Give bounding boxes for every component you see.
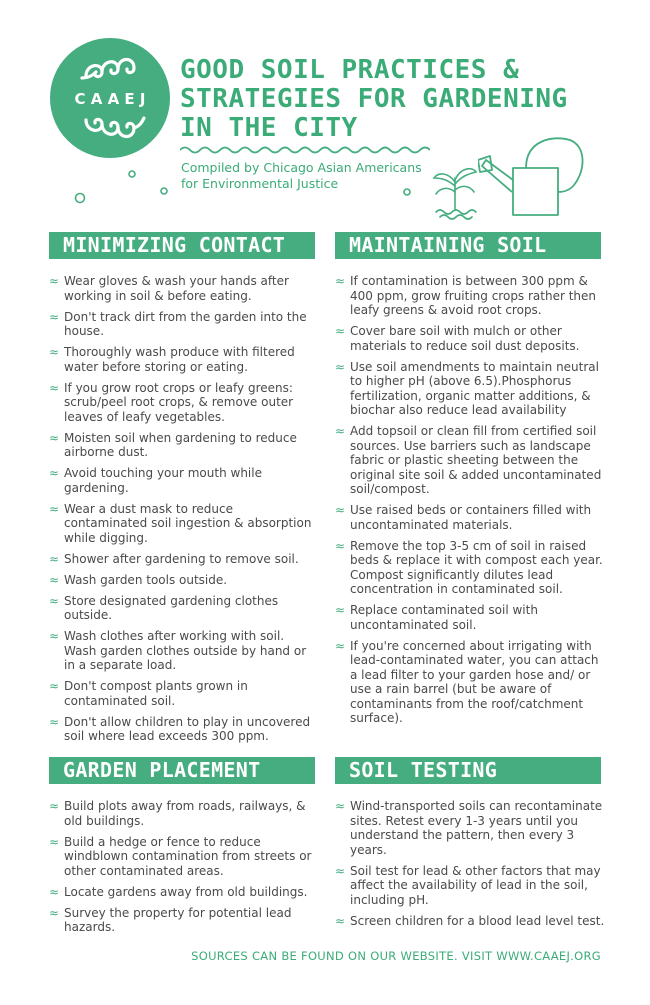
list-item <box>49 381 319 425</box>
title-line: IN THE CITY <box>180 113 358 143</box>
list-item <box>49 552 319 567</box>
list-item <box>49 345 319 374</box>
list-item-text: Build a hedge or fence to reduce windblown contamination from streets or other contaminated areas. <box>64 834 312 878</box>
list-item <box>335 360 605 418</box>
subtitle-line: Compiled by Chicago Asian Americans <box>181 160 422 175</box>
list-item-text: Locate gardens away from old buildings. <box>64 884 308 899</box>
list-item <box>49 906 319 935</box>
list-item <box>49 629 319 673</box>
list-item <box>49 431 319 460</box>
bullet-icon: ≈ <box>49 834 60 849</box>
list-item <box>335 539 605 597</box>
bullet-icon: ≈ <box>49 466 60 480</box>
bullet-icon: ≈ <box>49 380 60 395</box>
subtitle-line: for Environmental Justice <box>181 176 339 191</box>
soil-testing-list <box>335 799 605 935</box>
list-item <box>335 603 605 632</box>
bullet-icon: ≈ <box>335 359 346 374</box>
list-item <box>335 639 605 726</box>
list-item <box>335 864 605 908</box>
list-item-text: Avoid touching your mouth while gardening. <box>64 466 262 495</box>
garden-placement-list <box>49 799 319 941</box>
list-item-text: Wear gloves & wash your hands after working in soil & before eating. <box>64 274 289 303</box>
list-item <box>49 799 319 828</box>
bullet-icon: ≈ <box>49 593 60 608</box>
list-item-text: Wash clothes after working with soil. Wash garden clothes outside by hand or in a separate load. <box>64 629 307 672</box>
list-item-text: Moisten soil when gardening to reduce airborne dust. <box>64 430 297 459</box>
list-item-text: Wind-transported soils can recontaminate sites. Retest every 1-3 years until you understand the pattern, then every 3 years. <box>350 799 603 857</box>
bullet-icon: ≈ <box>49 274 60 288</box>
list-item <box>335 503 605 532</box>
list-item-text: Don't compost plants grown in contaminated soil. <box>64 679 248 708</box>
bullet-icon: ≈ <box>49 629 60 643</box>
list-item-text: Survey the property for potential lead hazards. <box>64 905 292 934</box>
list-item <box>335 914 605 929</box>
bullet-icon: ≈ <box>335 503 346 517</box>
bullet-icon: ≈ <box>335 913 346 928</box>
list-item-text: Soil test for lead & other factors that may affect the availability of lead in the soil, including pH. <box>350 863 601 907</box>
list-item <box>49 885 319 900</box>
bullet-icon: ≈ <box>49 884 60 899</box>
bullet-icon: ≈ <box>49 905 60 920</box>
list-item <box>335 424 605 497</box>
bullet-icon: ≈ <box>49 714 60 729</box>
wavy-divider <box>180 145 430 155</box>
bullet-icon: ≈ <box>335 538 346 553</box>
bullet-icon: ≈ <box>49 799 60 813</box>
list-item-text: Thoroughly wash produce with filtered water before storing or eating. <box>64 345 295 374</box>
bullet-icon: ≈ <box>335 274 346 288</box>
list-item <box>335 799 605 857</box>
list-item-text: Store designated gardening clothes outside. <box>64 593 279 622</box>
list-item-text: Add topsoil or clean fill from certified soil sources. Use barriers such as landscape fabric or plastic sheeting between the original site soil & added uncontaminated soil/compost. <box>350 424 602 496</box>
list-item-text: Use soil amendments to maintain neutral to higher pH (above 6.5).Phosphorus fertilization, organic matter additions, & biochar also reduce lead availability <box>350 359 599 417</box>
caaej-logo <box>50 38 170 158</box>
list-item <box>49 573 319 588</box>
list-item-text: Shower after gardening to remove soil. <box>64 551 299 566</box>
list-item-text: Screen children for a blood lead level test. <box>350 913 605 928</box>
list-item <box>49 715 319 744</box>
list-item <box>335 324 605 353</box>
maintaining-soil-list <box>335 274 605 732</box>
watering-can-icon <box>478 130 588 220</box>
bullet-icon: ≈ <box>49 679 60 693</box>
list-item-text: Use raised beds or containers filled with uncontaminated materials. <box>350 503 592 532</box>
list-item <box>49 835 319 879</box>
list-item <box>49 679 319 708</box>
list-item-text: Build plots away from roads, railways, & old buildings. <box>64 799 306 828</box>
list-item-text: If you grow root crops or leafy greens: scrub/peel root crops, & remove outer leaves of leafy vegetables. <box>64 380 294 424</box>
bullet-icon: ≈ <box>49 551 60 566</box>
list-item-text: Wear a dust mask to reduce contaminated soil ingestion & absorption while digging. <box>64 501 312 545</box>
section-header-maintaining-soil: MAINTAINING SOIL <box>335 232 601 259</box>
list-item-text: Don't track dirt from the garden into the house. <box>64 309 307 338</box>
bullet-icon: ≈ <box>49 501 60 516</box>
bullet-icon: ≈ <box>49 345 60 359</box>
list-item-text: Remove the top 3-5 cm of soil in raised beds & replace it with compost each year. Compost significantly dilutes lead concentration in contaminated soil. <box>350 538 603 596</box>
bullet-icon: ≈ <box>335 424 346 438</box>
bullet-icon: ≈ <box>335 603 346 617</box>
section-header-minimizing-contact: MINIMIZING CONTACT <box>49 232 315 259</box>
minimizing-contact-list <box>49 274 319 750</box>
bullet-icon: ≈ <box>49 309 60 324</box>
bullet-icon: ≈ <box>335 799 346 813</box>
title-line: STRATEGIES FOR GARDENING <box>180 84 568 114</box>
title-line: GOOD SOIL PRACTICES & <box>180 55 520 85</box>
sprout-icon <box>430 160 480 220</box>
bubble-dot-icon <box>400 185 414 199</box>
bubble-dots-icon <box>70 165 180 205</box>
bullet-icon: ≈ <box>49 572 60 587</box>
list-item-text: Wash garden tools outside. <box>64 572 228 587</box>
bullet-icon: ≈ <box>335 324 346 338</box>
list-item-text: If you're concerned about irrigating with lead-contaminated water, you can attach a lead filter to your garden hose and/ or use a rain barrel (but be aware of contaminants from the roof/catchment surface). <box>350 638 599 725</box>
bullet-icon: ≈ <box>335 638 346 653</box>
footer-sources: SOURCES CAN BE FOUND ON OUR WEBSITE. VISIT WWW.CAAEJ.ORG <box>191 949 601 963</box>
section-header-soil-testing: SOIL TESTING <box>335 757 601 784</box>
list-item <box>335 274 605 318</box>
list-item <box>49 274 319 303</box>
list-item-text: Don't allow children to play in uncovered soil where lead exceeds 300 ppm. <box>64 714 311 743</box>
list-item <box>49 502 319 546</box>
list-item-text: Cover bare soil with mulch or other materials to reduce soil dust deposits. <box>350 324 580 353</box>
list-item <box>49 310 319 339</box>
section-header-garden-placement: GARDEN PLACEMENT <box>49 757 315 784</box>
list-item-text: If contamination is between 300 ppm & 400 ppm, grow fruiting crops rather then leafy greens & avoid root crops. <box>350 274 597 317</box>
logo-text: C A A E J <box>74 90 146 108</box>
bullet-icon: ≈ <box>335 863 346 878</box>
list-item <box>49 466 319 495</box>
bullet-icon: ≈ <box>49 430 60 445</box>
list-item <box>49 594 319 623</box>
list-item-text: Replace contaminated soil with uncontaminated soil. <box>350 603 538 632</box>
